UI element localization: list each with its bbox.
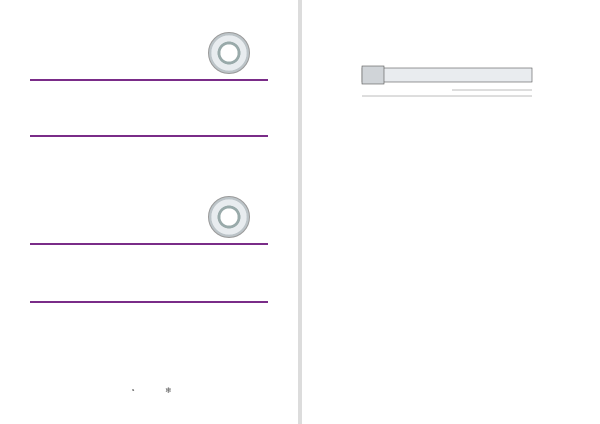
cooling-legend — [165, 384, 172, 395]
end-mill-body — [362, 68, 532, 82]
rdmx-magia-rule — [30, 243, 268, 245]
rdmx-insert-image — [208, 196, 250, 238]
rdmw-magia-rule — [30, 79, 268, 81]
end-mill-head — [362, 66, 384, 84]
rdmx-alpha-rule — [30, 301, 268, 303]
rdmw-insert-image — [208, 32, 250, 74]
left-page — [0, 0, 298, 424]
cutting-speed-legend — [130, 384, 135, 395]
cooling-icon: ❄ — [165, 386, 172, 395]
end-mill-drawing — [342, 56, 552, 106]
right-page — [302, 0, 600, 424]
material-legend — [30, 384, 120, 386]
speed-icon: ◔ — [130, 386, 135, 395]
rdmw-alpha-rule — [30, 135, 268, 137]
